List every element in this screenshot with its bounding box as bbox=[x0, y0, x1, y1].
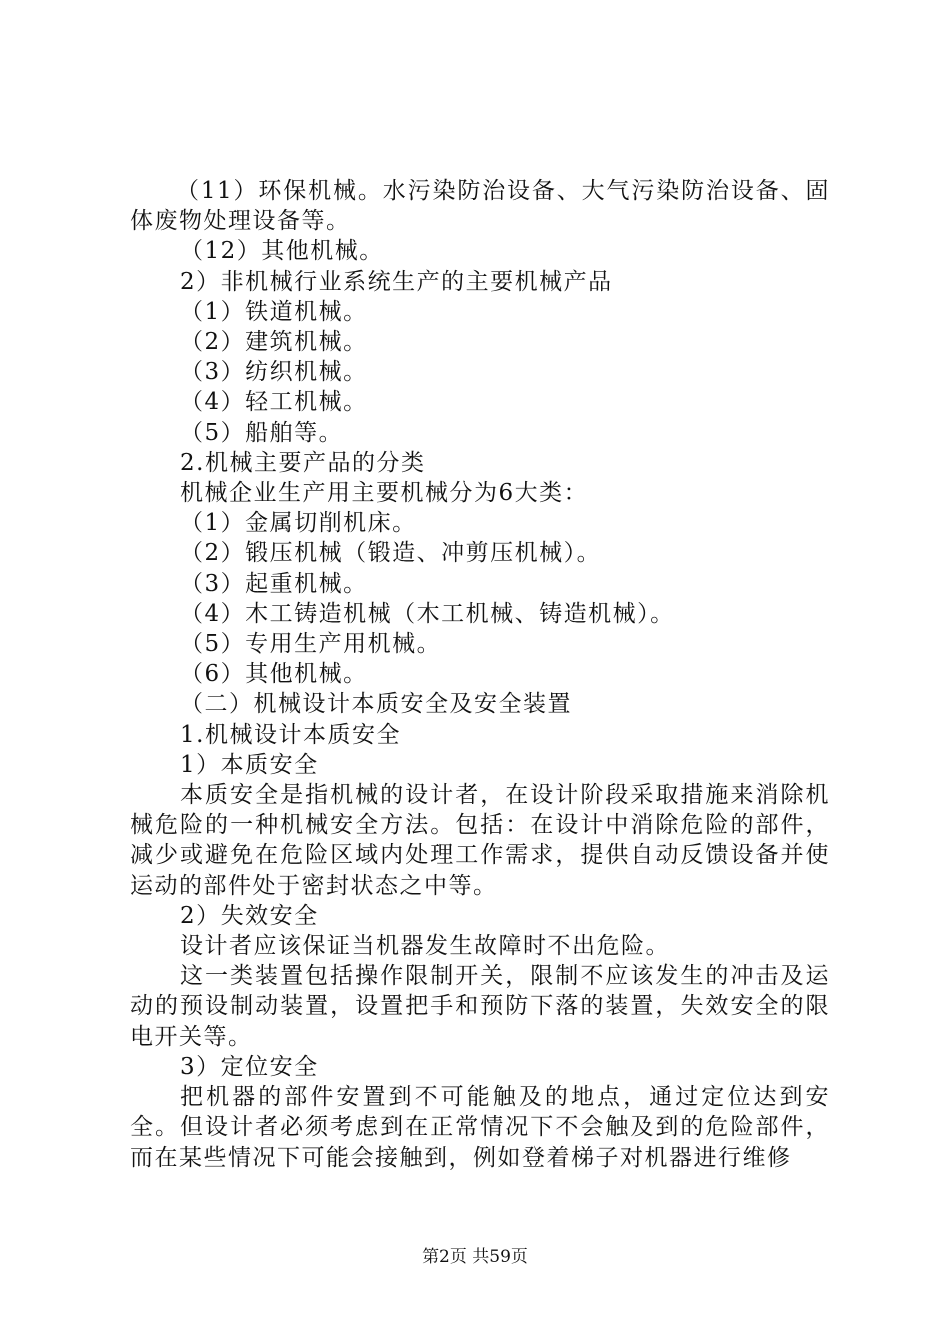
list-item-textile: （3）纺织机械。 bbox=[180, 359, 368, 386]
paragraph-12-other: （12）其他机械。 bbox=[180, 238, 384, 265]
paragraph-six-categories: 机械企业生产用主要机械分为6大类： bbox=[180, 480, 589, 507]
paragraph-11-environmental: （11）环保机械。水污染防治设备、大气污染防治设备、固体废物处理设备等。 bbox=[130, 178, 830, 235]
list-item-ships: （5）船舶等。 bbox=[180, 419, 344, 446]
subheading-fail-safe: 2）失效安全 bbox=[180, 902, 319, 929]
subheading-positional-safety: 3）定位安全 bbox=[180, 1053, 319, 1080]
heading-intrinsic-safety: 1.机械设计本质安全 bbox=[180, 721, 401, 748]
paragraph-fail-safe-devices: 这一类装置包括操作限制开关，限制不应该发生的冲击及运动的预设制动装置，设置把手和预防下落的装置，失效安全的限电开关等。 bbox=[130, 963, 830, 1050]
list-item-special-production: （5）专用生产用机械。 bbox=[180, 631, 442, 658]
paragraph-positional-safety: 把机器的部件安置到不可能触及的地点，通过定位达到安全。但设计者必须考虑到在正常情况下不会触及到的危险部件，而在某些情况下可能会接触到，例如登着梯子对机器进行维修 bbox=[130, 1084, 830, 1171]
list-item-railway: （1）铁道机械。 bbox=[180, 298, 368, 325]
list-item-other-machinery: （6）其他机械。 bbox=[180, 661, 368, 688]
document-body bbox=[130, 176, 830, 1173]
subheading-intrinsic-safety: 1）本质安全 bbox=[180, 751, 319, 778]
list-item-woodworking-casting: （4）木工铸造机械（木工机械、铸造机械）。 bbox=[180, 600, 675, 627]
heading-product-classification: 2.机械主要产品的分类 bbox=[180, 449, 426, 476]
list-item-lifting: （3）起重机械。 bbox=[180, 570, 368, 597]
page-number-footer: 第2页 共59页 bbox=[422, 1247, 528, 1267]
list-item-metal-cutting: （1）金属切削机床。 bbox=[180, 510, 417, 537]
paragraph-intrinsic-safety: 本质安全是指机械的设计者，在设计阶段采取措施来消除机械危险的一种机械安全方法。包括：在设计中消除危险的部件，减少或避免在危险区域内处理工作需求，提供自动反馈设备并使运动的部件处于密封状态之中等。 bbox=[130, 782, 830, 899]
paragraph-fail-safe-intro: 设计者应该保证当机器发生故障时不出危险。 bbox=[180, 933, 670, 960]
list-item-forging: （2）锻压机械（锻造、冲剪压机械）。 bbox=[180, 540, 602, 567]
list-item-light-industry: （4）轻工机械。 bbox=[180, 389, 368, 416]
heading-non-machinery-products: 2）非机械行业系统生产的主要机械产品 bbox=[180, 268, 613, 295]
list-item-construction: （2）建筑机械。 bbox=[180, 329, 368, 356]
section-heading-design-safety: （二）机械设计本质安全及安全装置 bbox=[180, 691, 572, 718]
